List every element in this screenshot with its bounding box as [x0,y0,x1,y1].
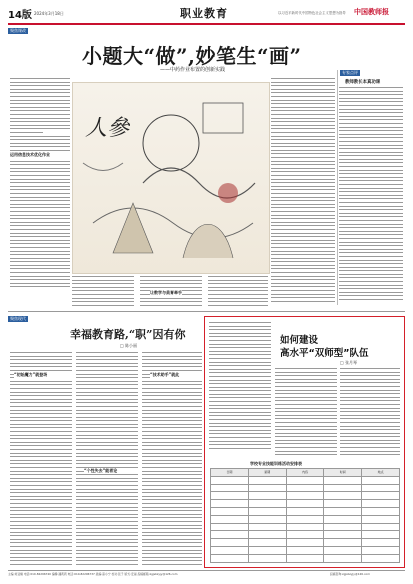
table-row [211,492,400,500]
table-row [211,546,400,554]
masthead: 中国教师报 [354,7,389,16]
sidebar-kicker: 专家点评 [342,70,358,75]
top-headline: 小题大“做”,妙笔生“画” [82,44,302,68]
table-row [211,515,400,523]
sidebar-text [339,87,403,303]
sidebar-title: 教师教长本真功课 [345,80,381,85]
table-row [211,484,400,492]
table-row [211,507,400,515]
top-col-1 [10,78,70,290]
bottom-subhead-3: “个性失去”能者论 [84,468,138,474]
table-row [211,539,400,547]
footer-email: 投稿咨询:zgjsbzyjy@126.com [330,572,370,576]
sidebar-divider [337,70,338,305]
top-subheadline: ——中药作业布置的创新实践 [160,67,226,73]
page-number: 14版 [8,10,32,21]
top-col-2c [208,276,268,306]
col-header: 日期 [211,469,249,477]
bottom-col-1 [10,352,72,567]
footer-rule [8,570,405,571]
bottom-headline: 幸福教育路,“职”因有你 [70,328,186,341]
bottom-subhead-2: “技术助手”就此 [150,372,202,378]
schedule-header-row [211,469,400,477]
schedule-table [210,468,400,563]
bottom-byline: □ 陈小丽 [120,343,138,348]
page-header [8,5,405,23]
ink-illustration [72,82,270,274]
svg-text:人參: 人參 [85,116,130,141]
subhead-1: 运用信息技术优化作业 [10,152,70,158]
highlight-title-2: 高水平“双师型”队伍 [280,348,369,359]
top-col-3 [271,78,335,303]
table-row [211,554,400,562]
bottom-col-3 [142,352,202,567]
highlight-col-3 [340,368,400,458]
col-header: 时间 [324,469,362,477]
col-header: 地点 [362,469,400,477]
table-row [211,500,400,508]
story-divider [8,311,405,312]
header-rule [8,23,405,25]
highlight-byline: □ 张月琴 [340,360,358,365]
illustration-drawing [73,83,269,273]
table-row [211,531,400,539]
bottom-subhead-1: “初始魔力”就登场 [14,372,72,378]
highlight-col-1 [209,322,271,452]
table-row [211,523,400,531]
top-col-2a [72,276,134,306]
bottom-col-2 [76,352,138,567]
top-kicker: 聚焦课改 [10,28,26,33]
col-header: 星期 [248,469,286,477]
bottom-kicker: 聚焦现代 [10,316,26,321]
highlight-title-1: 如何建设 [280,335,319,346]
footer-credits: 主编:刘亚楠 电话:010-82296740 编辑:潘莉莉 电话:010-82296737 美编:高小宁 校对:张子 版式:安丽 投稿邮箱:zgjsbzyjy@126.com [8,572,178,576]
table-row [211,476,400,484]
schedule-title: 学校专业技能训练活动安排表 [250,461,302,466]
issue-date: 2024年3月18日 [34,11,64,16]
section-title: 职业教育 [180,7,228,20]
col-header: 内容 [286,469,324,477]
subhead-2: 让数学与美育牵手 [150,290,182,295]
highlight-col-2 [275,368,337,458]
slogan: 以习近平新时代中国特色社会主义思想为指导 [278,11,346,15]
